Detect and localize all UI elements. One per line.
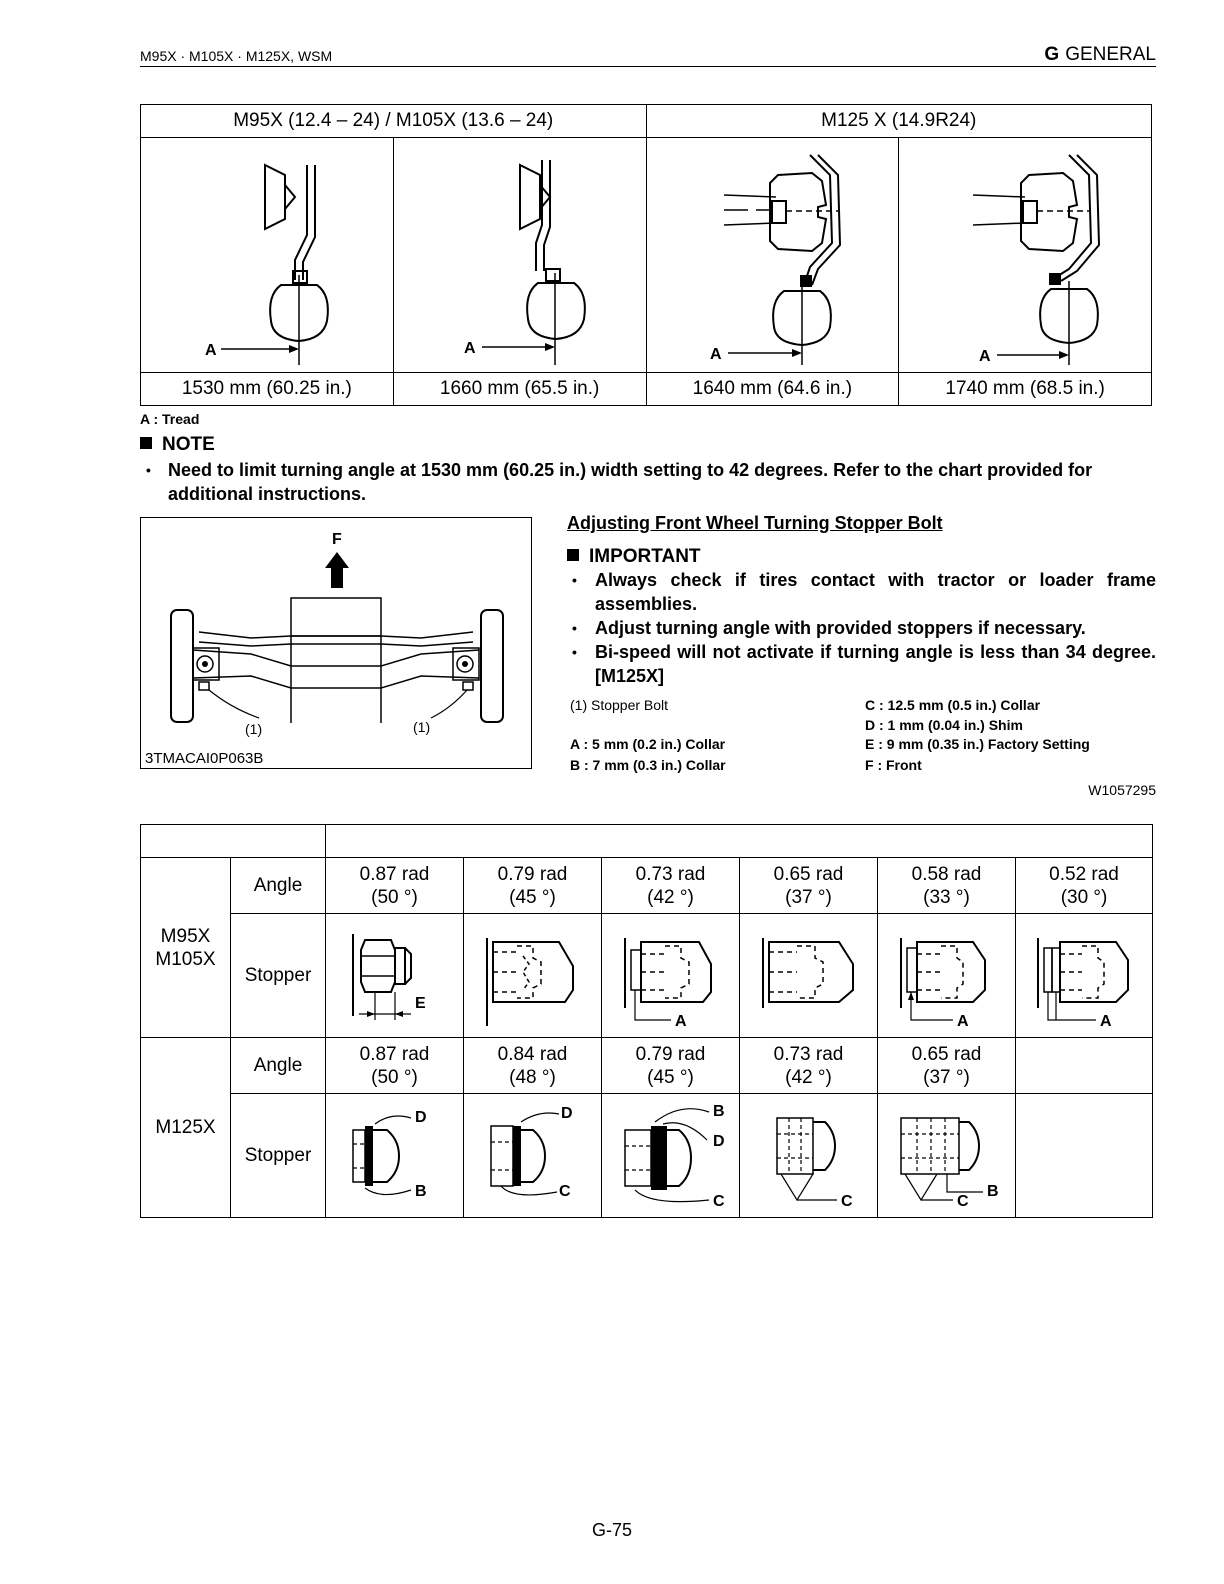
- front-arrow-icon: [325, 552, 349, 588]
- note-heading: [140, 434, 215, 456]
- tread-value-1: 1530 mm (60.25 in.): [141, 373, 394, 406]
- stopper-diagram-m2-4: [740, 1094, 878, 1218]
- angle-cell: 0.87 rad (50 °): [326, 858, 464, 914]
- stopper-label: D: [560, 1104, 573, 1122]
- legend-a: A : 5 mm (0.2 in.) Collar: [570, 736, 726, 752]
- stopper-label: B: [986, 1182, 999, 1200]
- important-item-text: Bi-speed will not activate if turning angle is less than 34 degree. [M125X]: [595, 642, 1156, 686]
- legend-f: F : Front: [865, 757, 922, 773]
- tread-callout-a-3: A: [710, 346, 722, 363]
- tread-diagram-3: [646, 138, 899, 373]
- bullet-icon: •: [572, 620, 577, 636]
- stopper-label: C: [956, 1192, 969, 1210]
- tread-diagram-4: [899, 138, 1152, 373]
- square-bullet-icon: [140, 437, 152, 449]
- figure-label-f: F: [332, 531, 342, 548]
- important-list: [567, 568, 1156, 688]
- tread-value-4: 1740 mm (68.5 in.): [899, 373, 1152, 406]
- bullet-icon: •: [572, 644, 577, 660]
- angle-cell: 0.58 rad (33 °): [878, 858, 1016, 914]
- stopper-label: A: [956, 1012, 969, 1030]
- section-heading: Adjusting Front Wheel Turning Stopper Bolt: [567, 513, 943, 533]
- stopper-table: [140, 824, 1153, 1218]
- section-name: GENERAL: [1065, 44, 1156, 65]
- row-label-stopper: Stopper: [231, 914, 326, 1038]
- header-rule: [140, 66, 1156, 67]
- legend-d: D : 1 mm (0.04 in.) Shim: [865, 717, 1023, 733]
- row-label-stopper: Stopper: [231, 1094, 326, 1218]
- stopper-label: D: [712, 1132, 725, 1150]
- note-heading-text: NOTE: [162, 434, 215, 455]
- stopper-diagram-bolt: [326, 914, 464, 1038]
- important-item-text: Adjust turning angle with provided stoppers if necessary.: [595, 618, 1086, 638]
- page-number: G-75: [591, 1520, 633, 1540]
- angle-cell: 0.52 rad (30 °): [1016, 858, 1153, 914]
- model-name: M95X: [160, 925, 211, 947]
- model-cell-m95x: [141, 858, 231, 1038]
- legend-b: B : 7 mm (0.3 in.) Collar: [570, 757, 726, 773]
- stopper-diagram-m1-6: [1016, 914, 1153, 1038]
- stopper-label: A: [674, 1012, 687, 1030]
- bullet-icon: •: [146, 462, 151, 478]
- stopper-diagram-m1-5: [878, 914, 1016, 1038]
- model-name: M105X: [155, 948, 216, 970]
- important-heading-text: IMPORTANT: [589, 546, 701, 567]
- section-title: [1044, 44, 1156, 66]
- row-label-angle: Angle: [231, 858, 326, 914]
- tread-value-3: 1640 mm (64.6 in.): [646, 373, 899, 406]
- stopper-label: C: [558, 1182, 571, 1200]
- tread-callout-a-2: A: [463, 340, 476, 357]
- reference-code: W1057295: [1088, 782, 1156, 798]
- angle-cell: 0.65 rad (37 °): [740, 858, 878, 914]
- figure-label-1-left: (1): [245, 721, 263, 737]
- stopper-cell-empty: [1016, 1094, 1153, 1218]
- table-corner: [141, 825, 326, 858]
- legend-stopper-bolt: (1) Stopper Bolt: [570, 697, 669, 713]
- legend-c: C : 12.5 mm (0.5 in.) Collar: [865, 697, 1041, 713]
- important-item-text: Always check if tires contact with tractor or loader frame assemblies.: [595, 570, 1156, 614]
- tread-diagram-2: [393, 138, 646, 373]
- figure-label-1-right: (1): [413, 719, 431, 735]
- axle-figure: [140, 517, 532, 769]
- tread-header-m95x: M95X (12.4 – 24) / M105X (13.6 – 24): [141, 105, 647, 138]
- tread-callout-a-4: A: [979, 348, 991, 365]
- section-letter: G: [1044, 44, 1060, 65]
- angle-cell: 0.84 rad (48 °): [464, 1038, 602, 1094]
- important-item: [567, 616, 1156, 640]
- stopper-label: E: [414, 994, 426, 1012]
- angle-cell: 0.79 rad (45 °): [464, 858, 602, 914]
- stopper-diagram-m1-4: [740, 914, 878, 1038]
- row-label-angle: Angle: [231, 1038, 326, 1094]
- square-bullet-icon: [567, 549, 579, 561]
- stopper-label: D: [414, 1108, 427, 1126]
- stopper-label: A: [1100, 1012, 1112, 1030]
- stopper-label: B: [414, 1182, 427, 1200]
- tread-value-2: 1660 mm (65.5 in.): [393, 373, 646, 406]
- angle-cell-empty: [1016, 1038, 1153, 1094]
- important-item: [567, 568, 1156, 616]
- stopper-diagram-m2-2: [464, 1094, 602, 1218]
- stopper-diagram-m1-3: [602, 914, 740, 1038]
- figure-code: 3TMACAI0P063B: [145, 750, 264, 767]
- tread-table: [140, 104, 1152, 406]
- legend-e: E : 9 mm (0.35 in.) Factory Setting: [865, 736, 1090, 752]
- stopper-label: C: [712, 1192, 725, 1210]
- bullet-icon: •: [572, 572, 577, 588]
- angle-cell: 0.79 rad (45 °): [602, 1038, 740, 1094]
- angle-cell: 0.65 rad (37 °): [878, 1038, 1016, 1094]
- stopper-diagram-m2-5: [878, 1094, 1016, 1218]
- tread-diagram-1: [141, 138, 394, 373]
- angle-cell: 0.73 rad (42 °): [740, 1038, 878, 1094]
- tread-callout-a-1: A: [204, 342, 217, 359]
- stopper-label: B: [712, 1102, 725, 1120]
- note-text: Need to limit turning angle at 1530 mm (60.25 in.) width setting to 42 degrees. Refer to the chart provided for additional instructions.: [168, 460, 1093, 504]
- angle-cell: 0.87 rad (50 °): [326, 1038, 464, 1094]
- model-cell-m125x: M125X: [141, 1038, 231, 1218]
- important-item: [567, 640, 1156, 688]
- doc-models: M95X · M105X · M125X, WSM: [140, 48, 333, 64]
- note-body: [146, 458, 1156, 506]
- stopper-diagram-m2-1: [326, 1094, 464, 1218]
- tread-header-m125x: M125 X (14.9R24): [646, 105, 1152, 138]
- table-header-blank: [326, 825, 1153, 858]
- stopper-label: C: [840, 1192, 853, 1210]
- tread-caption: A : Tread: [140, 411, 200, 427]
- angle-cell: 0.73 rad (42 °): [602, 858, 740, 914]
- stopper-diagram-m1-2: [464, 914, 602, 1038]
- stopper-diagram-m2-3: [602, 1094, 740, 1218]
- important-heading: [567, 546, 701, 568]
